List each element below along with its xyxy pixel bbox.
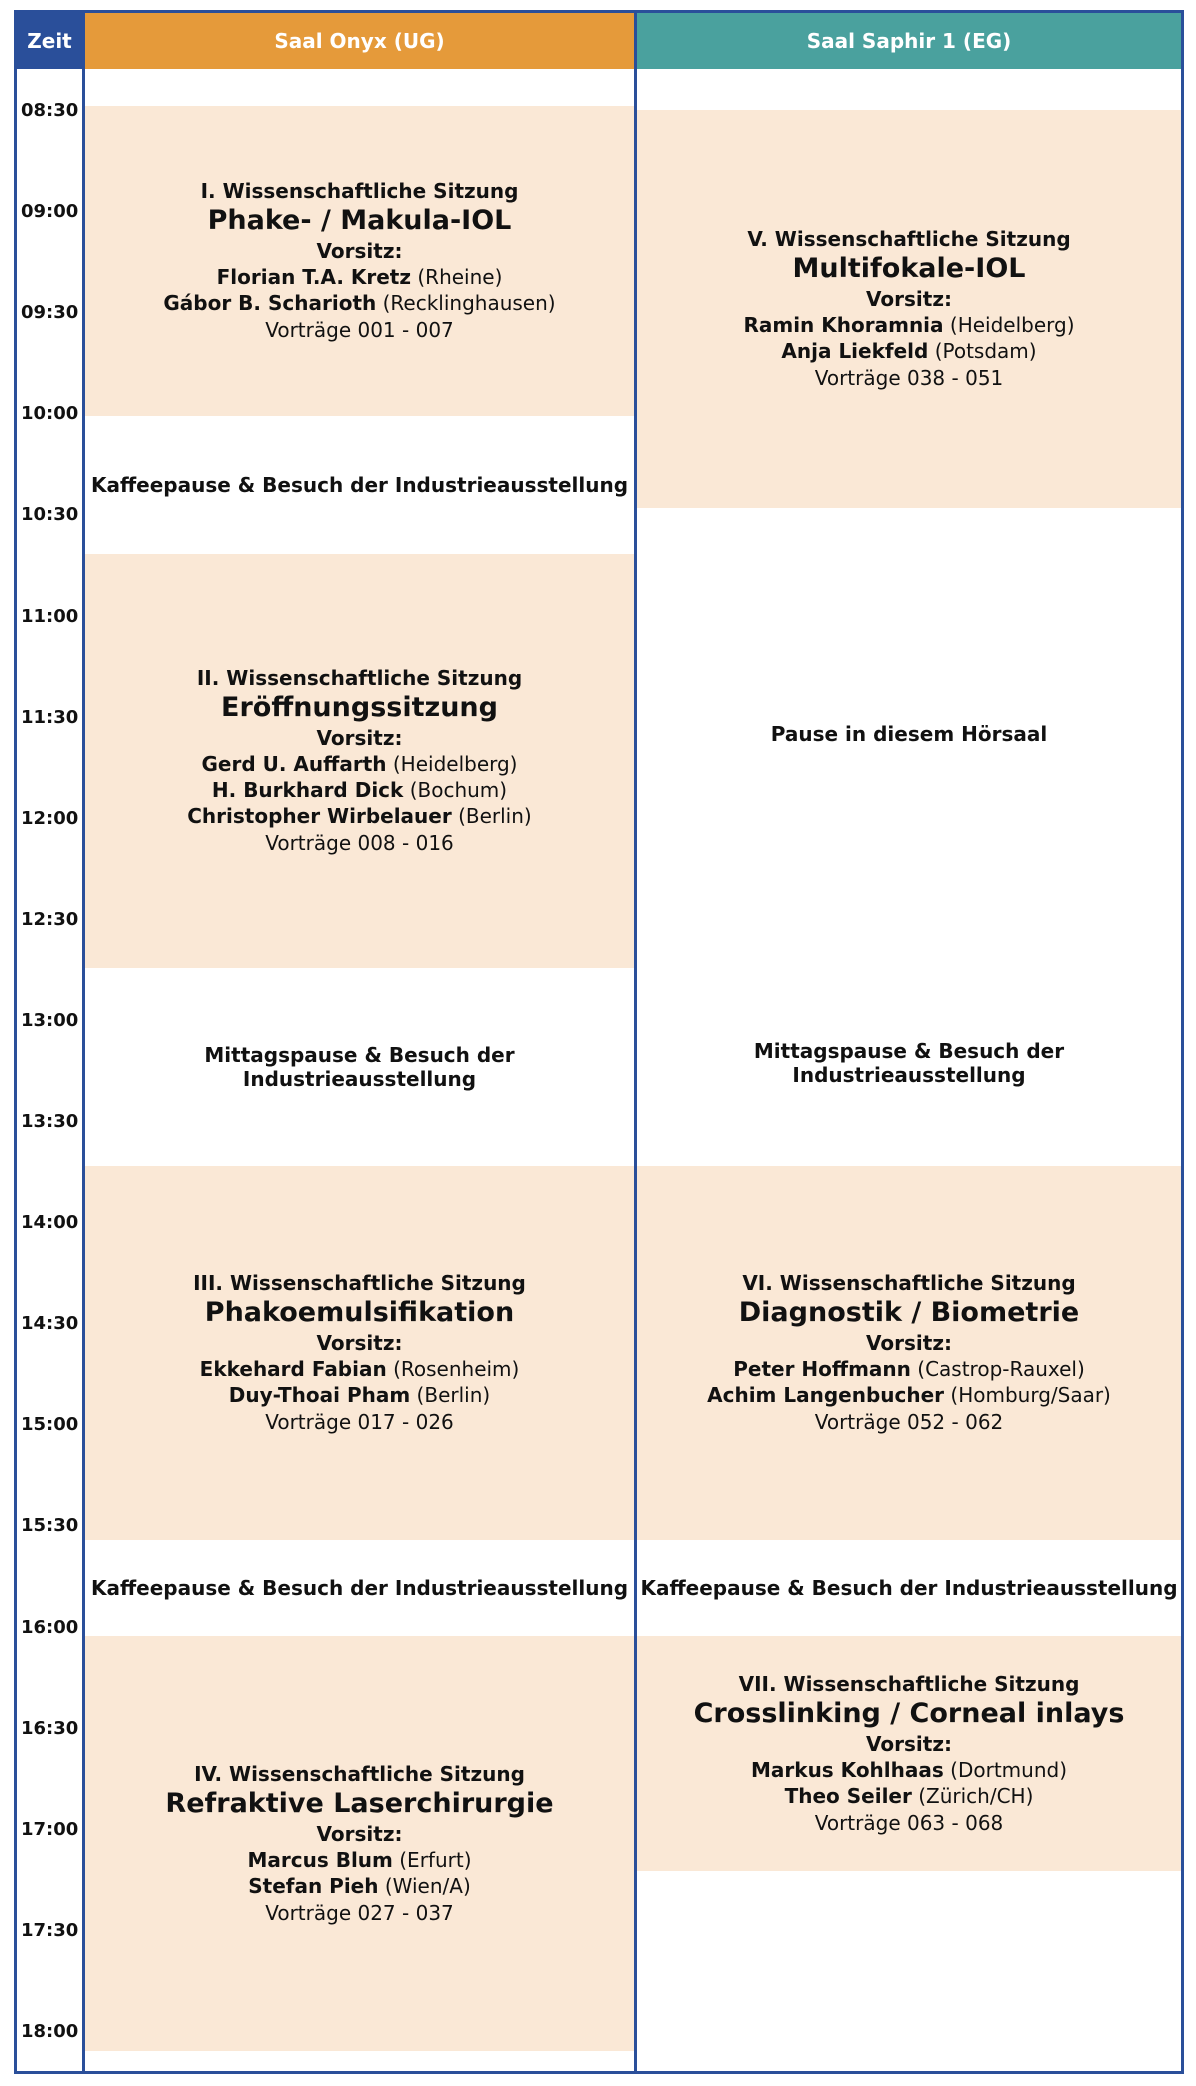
- time-label: 09:30: [21, 302, 79, 323]
- chair-entry: [163, 290, 555, 316]
- time-label: 16:00: [21, 1617, 79, 1638]
- chair-name: Theo Seiler: [784, 1783, 912, 1808]
- chair-heading: Vorsitz:: [316, 1331, 403, 1355]
- chair-name: Achim Langenbucher: [707, 1383, 945, 1407]
- chair-heading: Vorsitz:: [316, 1821, 403, 1846]
- schedule-grid: [14, 10, 1184, 2074]
- chair-place: (Berlin): [416, 1383, 491, 1407]
- time-label: 15:30: [21, 1515, 79, 1536]
- time-label: 09:00: [21, 201, 79, 222]
- chair-place: (Homburg/Saar): [950, 1383, 1111, 1407]
- chair-place: (Rosenheim): [393, 1357, 520, 1381]
- chair-entry: [248, 1873, 471, 1899]
- chair-entry: [733, 1356, 1085, 1382]
- time-label: 11:00: [21, 606, 79, 627]
- coffee-break-onyx-2: Kaffeepause & Besuch der Industrieausstellung: [90, 1576, 629, 1600]
- chair-name: Gábor B. Scharioth: [163, 291, 377, 315]
- chair-name: Stefan Pieh: [248, 1873, 379, 1898]
- session-label: VII. Wissenschaftliche Sitzung: [738, 1671, 1080, 1696]
- chair-name: Anja Liekfeld: [781, 339, 929, 363]
- chair-place: (Rheine): [417, 265, 503, 289]
- session-block-saphir-6: [637, 1166, 1181, 1540]
- talks-range: Vorträge 063 - 068: [814, 1810, 1004, 1835]
- chair-name: Christopher Wirbelauer: [187, 804, 452, 828]
- session-block-onyx-2: [85, 554, 634, 968]
- time-label: 10:00: [21, 403, 79, 424]
- chair-entry: [212, 777, 507, 803]
- chair-place: (Erfurt): [399, 1847, 472, 1872]
- chair-place: (Recklinghausen): [382, 291, 556, 315]
- chair-entry: [247, 1847, 471, 1873]
- chair-entry: [217, 264, 503, 290]
- chair-place: (Zürich/CH): [918, 1783, 1034, 1808]
- chair-place: (Dortmund): [950, 1757, 1067, 1782]
- room-header-onyx: Saal Onyx (UG): [85, 13, 634, 69]
- session-label: III. Wissenschaftliche Sitzung: [193, 1271, 526, 1295]
- chair-entry: [229, 1382, 490, 1408]
- time-label: 14:00: [21, 1212, 79, 1233]
- chair-heading: Vorsitz:: [316, 239, 403, 263]
- coffee-break-onyx-1: Kaffeepause & Besuch der Industrieausstellung: [90, 473, 629, 497]
- session-title: Phake- / Makula-IOL: [207, 205, 512, 236]
- session-label: VI. Wissenschaftliche Sitzung: [742, 1271, 1076, 1295]
- chair-name: Florian T.A. Kretz: [216, 265, 412, 289]
- chair-place: (Wien/A): [384, 1873, 471, 1898]
- chair-name: H. Burkhard Dick: [211, 778, 404, 802]
- chair-entry: [781, 338, 1036, 364]
- session-label: I. Wissenschaftliche Sitzung: [200, 179, 519, 203]
- time-column-header: Zeit: [17, 13, 82, 69]
- session-title: Phakoemulsifikation: [204, 1297, 515, 1328]
- chair-entry: [187, 803, 531, 829]
- session-block-saphir-5: [637, 110, 1181, 508]
- session-title: Crosslinking / Corneal inlays: [693, 1697, 1125, 1729]
- time-label: 14:30: [21, 1313, 79, 1334]
- session-block-saphir-7: [637, 1636, 1181, 1871]
- session-label: II. Wissenschaftliche Sitzung: [196, 666, 523, 690]
- chair-place: (Bochum): [409, 778, 508, 802]
- talks-range: Vorträge 001 - 007: [265, 318, 454, 342]
- chair-entry: [751, 1757, 1067, 1783]
- chair-name: Gerd U. Auffarth: [201, 752, 387, 776]
- talks-range: Vorträge 027 - 037: [265, 1900, 454, 1925]
- time-label: 08:30: [21, 100, 79, 121]
- time-label: 12:30: [21, 909, 79, 930]
- time-label: 15:00: [21, 1414, 79, 1435]
- chair-heading: Vorsitz:: [866, 287, 952, 311]
- time-label: 12:00: [21, 808, 79, 829]
- session-title: Refraktive Laserchirurgie: [165, 1787, 554, 1819]
- chair-place: (Heidelberg): [949, 313, 1075, 337]
- time-label: 16:30: [21, 1718, 79, 1739]
- chair-heading: Vorsitz:: [866, 1331, 952, 1355]
- chair-name: Duy-Thoai Pham: [228, 1383, 411, 1407]
- chair-place: (Potsdam): [934, 339, 1037, 363]
- chair-heading: Vorsitz:: [866, 1731, 952, 1756]
- time-label: 13:30: [21, 1111, 79, 1132]
- coffee-break-saphir: Kaffeepause & Besuch der Industrieausstellung: [640, 1576, 1178, 1600]
- lunch-break-saphir: Mittagspause & Besuch der Industrieausstellung: [753, 1039, 1065, 1087]
- chair-place: (Berlin): [458, 804, 532, 828]
- session-block-onyx-1: [85, 106, 634, 416]
- chair-name: Marcus Blum: [247, 1847, 393, 1872]
- session-label: V. Wissenschaftliche Sitzung: [747, 227, 1071, 251]
- talks-range: Vorträge 052 - 062: [814, 1410, 1004, 1434]
- session-block-onyx-4: [85, 1636, 634, 2051]
- chair-place: (Heidelberg): [392, 752, 518, 776]
- chair-place: (Castrop-Rauxel): [917, 1357, 1085, 1381]
- time-label: 13:00: [21, 1010, 79, 1031]
- chair-entry: [200, 1356, 520, 1382]
- chair-entry: [707, 1382, 1111, 1408]
- session-title: Multifokale-IOL: [792, 253, 1026, 284]
- chair-name: Ramin Khoramnia: [743, 313, 944, 337]
- time-label: 18:00: [21, 2021, 79, 2042]
- room-header-saphir: Saal Saphir 1 (EG): [637, 13, 1181, 69]
- chair-entry: [743, 312, 1074, 338]
- session-title: Eröffnungssitzung: [221, 692, 498, 723]
- time-label: 10:30: [21, 504, 79, 525]
- session-title: Diagnostik / Biometrie: [738, 1297, 1080, 1328]
- time-label: 17:00: [21, 1819, 79, 1840]
- chair-name: Ekkehard Fabian: [199, 1357, 387, 1381]
- hall-pause-saphir: Pause in diesem Hörsaal: [770, 722, 1048, 746]
- talks-range: Vorträge 038 - 051: [814, 366, 1004, 390]
- chair-entry: [202, 751, 518, 777]
- talks-range: Vorträge 017 - 026: [265, 1410, 454, 1434]
- chair-entry: [785, 1783, 1034, 1809]
- chair-heading: Vorsitz:: [316, 726, 403, 750]
- chair-name: Markus Kohlhaas: [751, 1757, 944, 1782]
- chair-name: Peter Hoffmann: [733, 1357, 911, 1381]
- session-block-onyx-3: [85, 1166, 634, 1540]
- session-label: IV. Wissenschaftliche Sitzung: [194, 1761, 525, 1786]
- lunch-break-onyx: Mittagspause & Besuch der Industrieausstellung: [204, 1043, 515, 1091]
- time-label: 17:30: [21, 1920, 79, 1941]
- talks-range: Vorträge 008 - 016: [265, 831, 454, 855]
- time-label: 11:30: [21, 707, 79, 728]
